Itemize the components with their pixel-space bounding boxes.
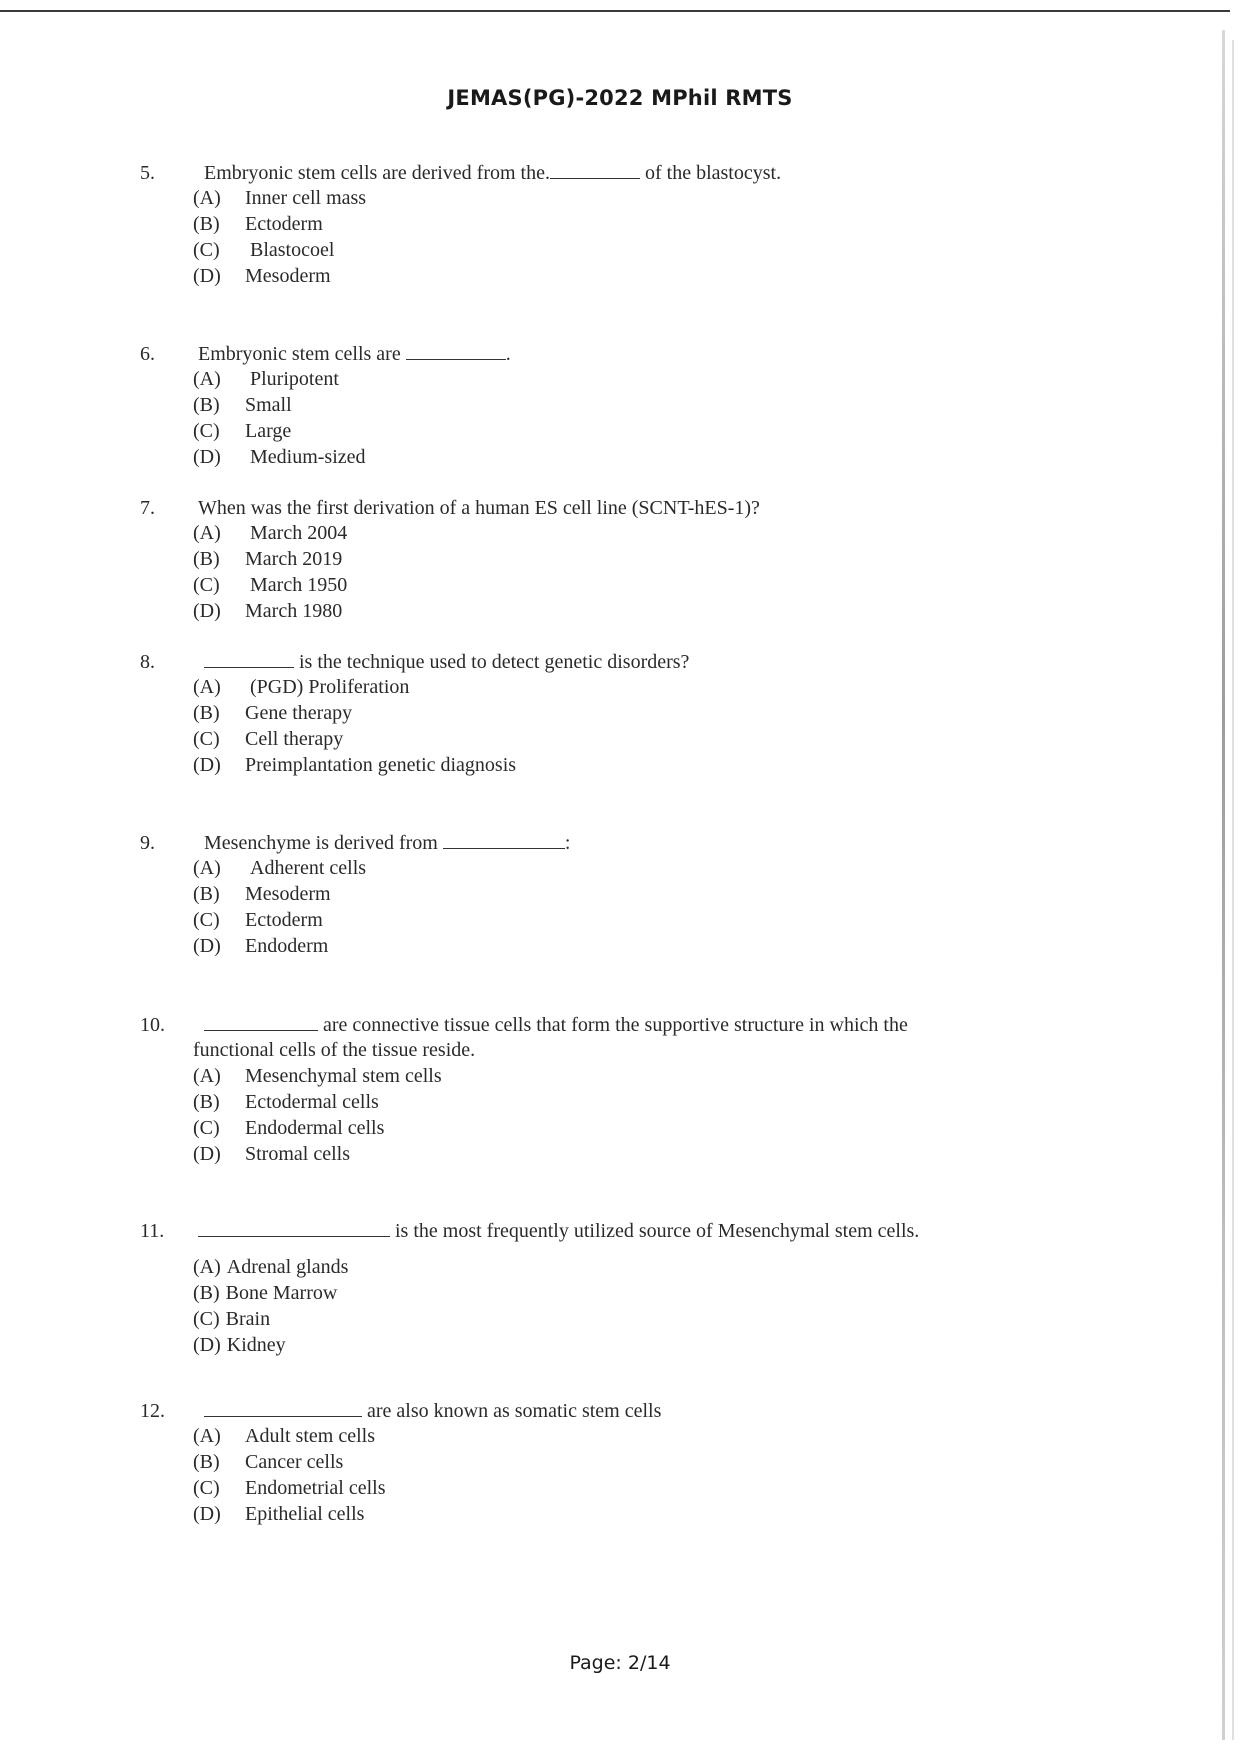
answer-blank bbox=[204, 1400, 362, 1417]
question-text: are connective tissue cells that form the supportive structure in which the bbox=[204, 1014, 908, 1037]
question-text: is the most frequently utilized source of Mesenchymal stem cells. bbox=[198, 1220, 919, 1243]
page-number: Page: 2/14 bbox=[569, 1652, 671, 1674]
page-title: JEMAS(PG)-2022 MPhil RMTS bbox=[447, 86, 793, 110]
option-c[interactable]: (C) March 1950 bbox=[193, 574, 348, 596]
question-number: 11. bbox=[140, 1220, 165, 1242]
option-c[interactable]: (C) Blastocoel bbox=[193, 239, 335, 261]
option-d[interactable]: (D) Stromal cells bbox=[193, 1143, 350, 1165]
top-rule bbox=[0, 10, 1230, 12]
option-c[interactable]: (C) Endodermal cells bbox=[193, 1117, 385, 1139]
option-c[interactable]: (C) Brain bbox=[193, 1308, 271, 1330]
question-text: are also known as somatic stem cells bbox=[204, 1400, 661, 1423]
option-b[interactable]: (B) March 2019 bbox=[193, 548, 343, 570]
question-text: Embryonic stem cells are . bbox=[198, 343, 511, 365]
question-number: 10. bbox=[140, 1014, 165, 1036]
option-c[interactable]: (C) Ectoderm bbox=[193, 909, 323, 931]
option-b[interactable]: (B) Small bbox=[193, 394, 292, 416]
question-number: 12. bbox=[140, 1400, 165, 1422]
answer-blank bbox=[198, 1220, 390, 1237]
answer-blank bbox=[406, 343, 506, 360]
option-b[interactable]: (B) Mesoderm bbox=[193, 883, 331, 905]
answer-blank bbox=[204, 1014, 318, 1031]
option-a[interactable]: (A) (PGD) Proliferation bbox=[193, 676, 410, 698]
scan-edge bbox=[1222, 30, 1225, 1740]
option-a[interactable]: (A) Inner cell mass bbox=[193, 187, 367, 209]
answer-blank bbox=[550, 162, 640, 179]
option-c[interactable]: (C) Large bbox=[193, 420, 292, 442]
scan-edge-outer bbox=[1232, 40, 1234, 1740]
option-a[interactable]: (A) Mesenchymal stem cells bbox=[193, 1065, 442, 1087]
question-text: Embryonic stem cells are derived from the. of the blastocyst. bbox=[204, 162, 782, 184]
option-a[interactable]: (A) March 2004 bbox=[193, 522, 348, 544]
question-number: 5. bbox=[140, 162, 155, 184]
option-b[interactable]: (B) Cancer cells bbox=[193, 1451, 344, 1473]
option-d[interactable]: (D) Preimplantation genetic diagnosis bbox=[193, 754, 517, 776]
option-d[interactable]: (D) Epithelial cells bbox=[193, 1503, 365, 1525]
question-number: 7. bbox=[140, 497, 155, 519]
option-d[interactable]: (D) Kidney bbox=[193, 1334, 286, 1356]
question-number: 6. bbox=[140, 343, 155, 365]
option-b[interactable]: (B) Ectodermal cells bbox=[193, 1091, 379, 1113]
question-text: When was the first derivation of a human ES cell line (SCNT-hES-1)? bbox=[198, 497, 760, 519]
answer-blank bbox=[204, 651, 294, 668]
option-d[interactable]: (D) March 1980 bbox=[193, 600, 343, 622]
option-b[interactable]: (B) Ectoderm bbox=[193, 213, 323, 235]
option-d[interactable]: (D) Mesoderm bbox=[193, 265, 331, 287]
option-c[interactable]: (C) Endometrial cells bbox=[193, 1477, 386, 1499]
question-text: is the technique used to detect genetic disorders? bbox=[204, 651, 689, 674]
option-c[interactable]: (C) Cell therapy bbox=[193, 728, 344, 750]
question-number: 9. bbox=[140, 832, 155, 854]
option-a[interactable]: (A) Adherent cells bbox=[193, 857, 367, 879]
option-d[interactable]: (D) Medium-sized bbox=[193, 446, 366, 468]
question-text: Mesenchyme is derived from : bbox=[204, 832, 571, 854]
answer-blank bbox=[443, 832, 565, 849]
option-b[interactable]: (B) Bone Marrow bbox=[193, 1282, 338, 1304]
question-number: 8. bbox=[140, 651, 155, 673]
option-a[interactable]: (A) Adult stem cells bbox=[193, 1425, 375, 1447]
option-d[interactable]: (D) Endoderm bbox=[193, 935, 329, 957]
option-b[interactable]: (B) Gene therapy bbox=[193, 702, 353, 724]
option-a[interactable]: (A) Adrenal glands bbox=[193, 1256, 349, 1278]
option-a[interactable]: (A) Pluripotent bbox=[193, 368, 339, 390]
question-text-continued: functional cells of the tissue reside. bbox=[193, 1039, 476, 1061]
